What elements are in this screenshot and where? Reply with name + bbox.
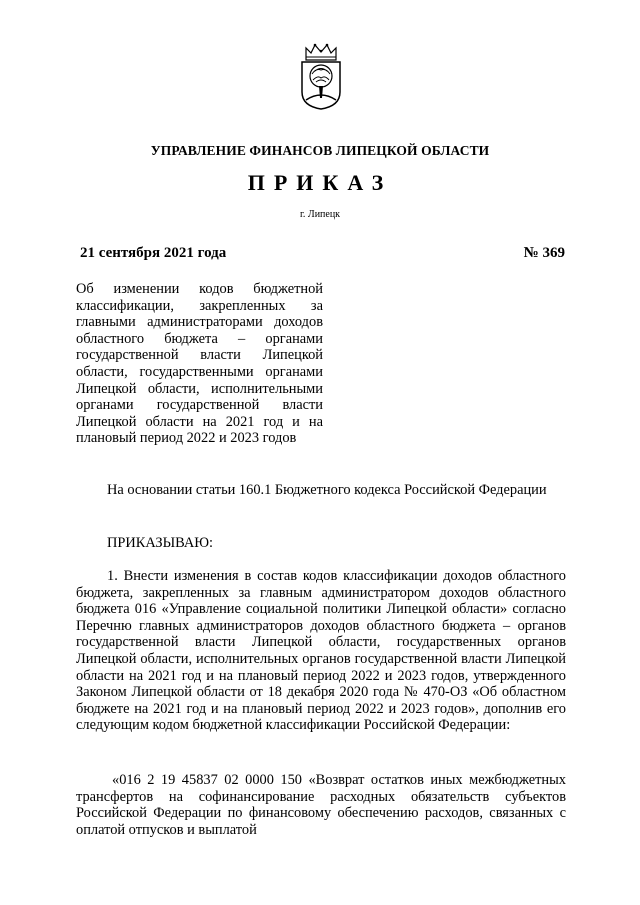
document-title: ПРИКАЗ bbox=[247, 170, 393, 195]
coat-of-arms-icon bbox=[298, 42, 344, 110]
order-item-1: 1. Внести изменения в состав кодов классификации доходов областного бюджета, закрепленных за главным администратором доходов областного бюджета 016 «Управление социальной политики Липецкой области» согласно Перечню главных администраторов доходов областного бюджета – органов государственной власти Липецкой области, государственных органов Липецкой области, исполнительных органов государственной власти Липецкой области на 2021 год и на плановый период 2022 и 2023 годов, утвержденного Законом Липецкой области от 18 декабря 2020 года № 470-ОЗ «Об областном бюджете на 2021 год и на плановый период 2022 и 2023 годов», дополнив его следующим кодом бюджетной классификации Российской Федерации: bbox=[76, 568, 566, 734]
city-label: г. Липецк bbox=[299, 209, 341, 220]
document-date: 21 сентября 2021 года bbox=[80, 245, 227, 261]
order-keyword: ПРИКАЗЫВАЮ: bbox=[107, 535, 214, 551]
basis-paragraph: На основании статьи 160.1 Бюджетного кодекса Российской Федерации bbox=[107, 482, 547, 498]
classification-code-paragraph: «016 2 19 45837 02 0000 150 «Возврат остатков иных межбюджетных трансфертов на софинансирование расходных обязательств субъектов Российской Федерации по финансовому обеспечению расходов, связанных с оплатой отпусков и выплатой bbox=[76, 772, 566, 838]
document-number: № 369 bbox=[523, 245, 565, 261]
document-subject: Об изменении кодов бюджетной классификации, закрепленных за главными администраторами доходов областного бюджета – органами государственной власти Липецкой области, государственными органами Липецкой области, исполнительными органами государственной власти Липецкой области на 2021 год и на плановый период 2022 и 2023 годов bbox=[76, 281, 323, 447]
organization-name: УПРАВЛЕНИЕ ФИНАНСОВ ЛИПЕЦКОЙ ОБЛАСТИ bbox=[150, 143, 490, 158]
